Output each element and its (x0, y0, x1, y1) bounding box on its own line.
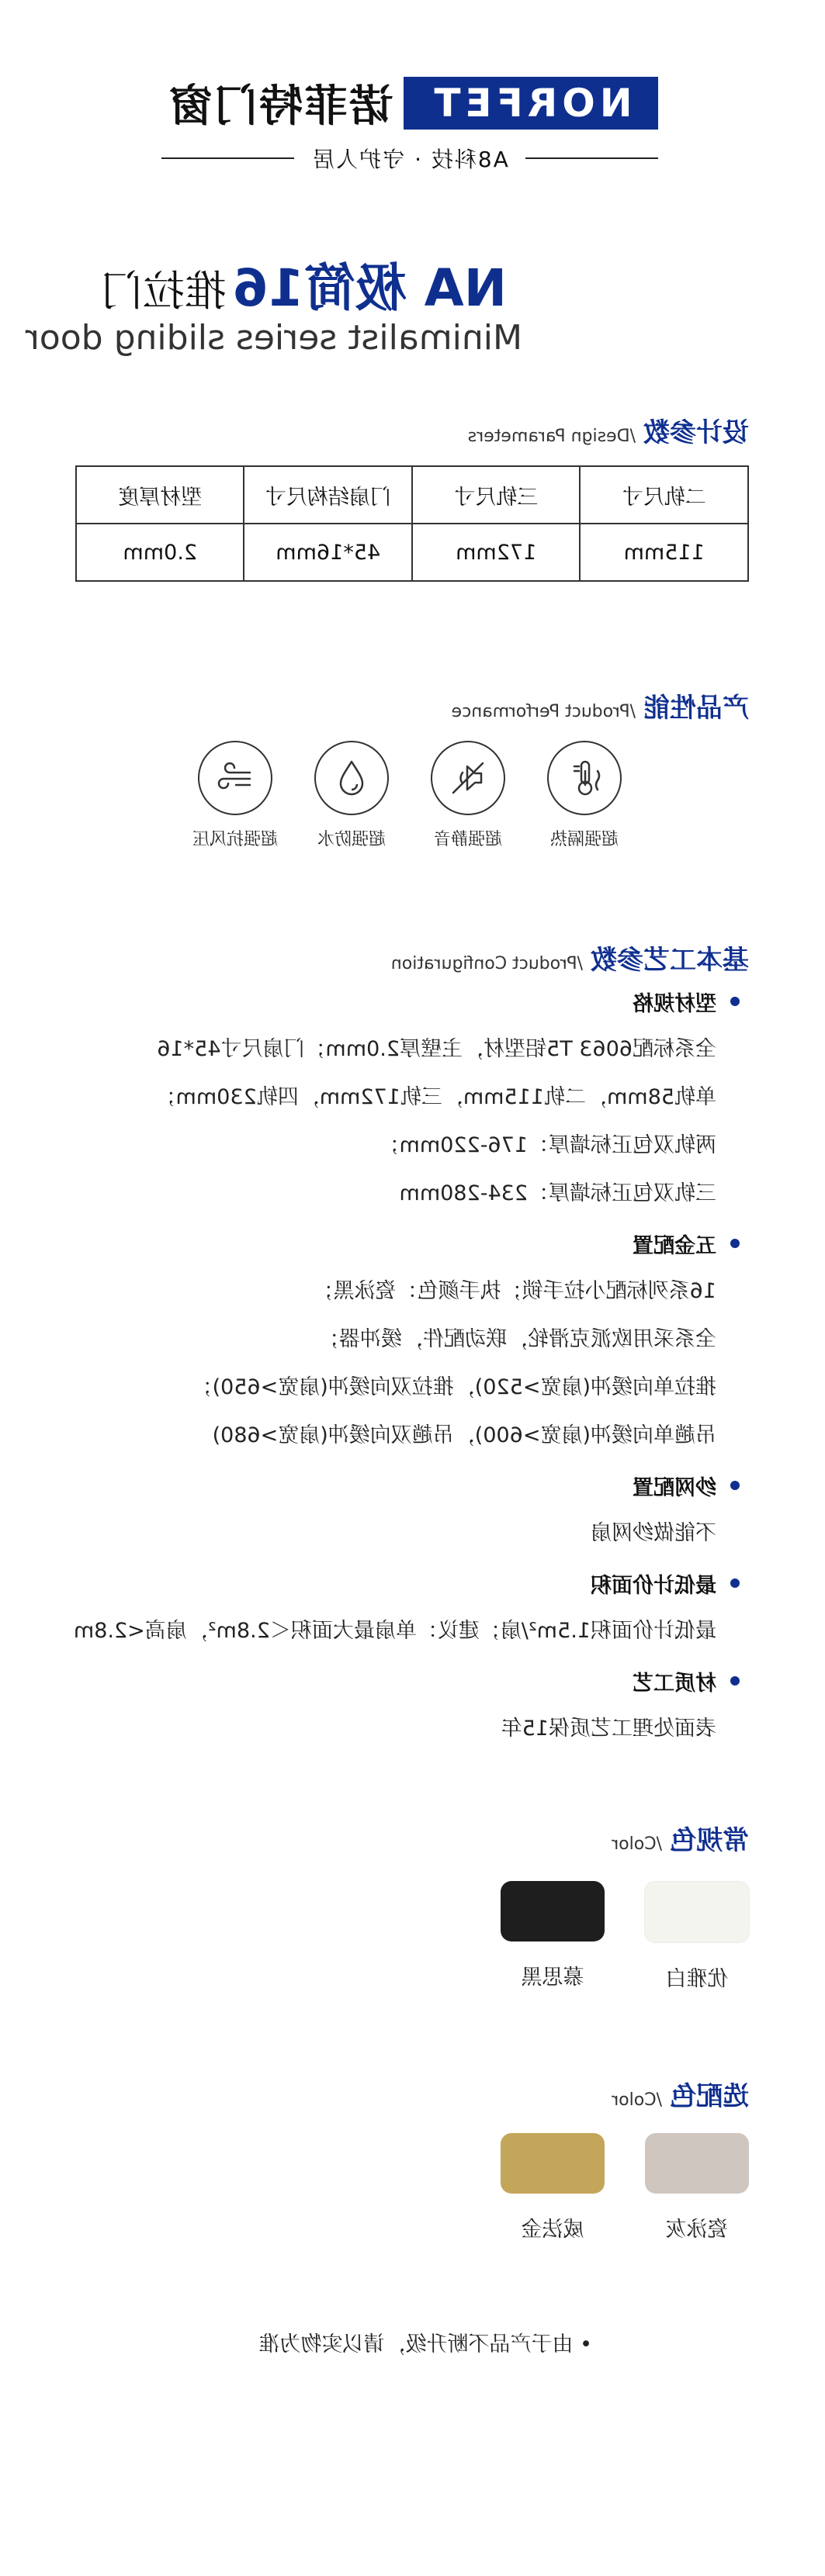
standard-colors-heading (612, 1819, 749, 1857)
optional-color-swatches (460, 2133, 749, 2242)
section-subtitle: /Color (612, 2090, 662, 2110)
color-label: 瓷泳灰 (665, 2218, 729, 2242)
color-label: 慕思黑 (521, 1966, 584, 1990)
table-header-row (76, 466, 748, 524)
section-title: 基本工艺参数 (591, 945, 749, 976)
performance-icons (189, 741, 631, 857)
product-title-suffix: 推拉门 (100, 267, 227, 316)
config-group-title: 最低计价面积 (591, 1573, 716, 1598)
config-group-title: 材质工艺 (633, 1671, 716, 1696)
footnote: • 由于产品不断升级，请以实物为准 (258, 2332, 592, 2356)
slogan: A8科技 · 守护人居 (311, 147, 508, 172)
water-drop-icon (314, 741, 389, 815)
config-line: 不能做纱网扇 (591, 1521, 716, 1545)
config-group (66, 1657, 749, 1753)
config-line: 全系标配6063 T5铝型材，主壁厚2.0mm；门扇尺寸45*16 (157, 1037, 716, 1061)
performance-label: 超强静音 (434, 830, 503, 849)
design-params-table (75, 465, 749, 582)
divider (161, 157, 294, 159)
bullet-dot (730, 1676, 740, 1686)
table-header-cell: 三轨尺寸 (412, 466, 581, 524)
table-cell: 172mm (412, 524, 581, 581)
product-title (101, 247, 507, 320)
performance-label: 超强隔热 (550, 830, 619, 849)
color-option (501, 1881, 605, 1992)
color-label: 威法金 (521, 2218, 584, 2242)
thermometer-icon (547, 741, 622, 815)
configuration-heading (391, 939, 749, 977)
table-header-cell: 门扇结构尺寸 (244, 466, 413, 524)
color-label: 优雅白 (665, 1967, 729, 1991)
color-option (645, 1881, 749, 1992)
bullet-dot (730, 1578, 740, 1588)
brand-logo: NORFET (404, 77, 658, 130)
performance-item (189, 741, 282, 857)
section-subtitle: /Color (612, 1834, 662, 1854)
color-swatch (501, 1881, 605, 1942)
section-subtitle: /Design Parameters (467, 427, 636, 446)
table-header-cell: 二轨尺寸 (581, 466, 749, 524)
performance-heading (452, 686, 749, 724)
table-cell: 45*16mm (244, 524, 413, 581)
color-swatch (501, 2133, 605, 2194)
design-params-heading (468, 411, 749, 449)
optional-colors-heading (612, 2075, 749, 2113)
color-swatch (644, 1881, 750, 1943)
table-header-cell: 型材厚度 (76, 466, 244, 524)
performance-label: 超强防水 (317, 830, 387, 849)
color-option (645, 2133, 749, 2242)
config-line: 表面处理工艺质保15年 (501, 1717, 716, 1741)
section-subtitle: /Product Performance (451, 702, 636, 721)
config-group (66, 1461, 749, 1558)
config-line: 最低计价面积1.5m²/扇；建议：单扇最大面积＜2.8m²，扇高<2.8m (73, 1619, 716, 1643)
performance-label: 超强抗风压 (192, 830, 279, 849)
brand-header (161, 71, 658, 135)
slogan-row (161, 144, 658, 172)
config-group (66, 1219, 749, 1460)
section-title: 选配色 (670, 2081, 749, 2112)
bullet-dot (730, 1481, 740, 1490)
config-line: 单轨58mm，二轨115mm，三轨172mm，四轨230mm； (154, 1085, 716, 1109)
config-group (66, 977, 749, 1218)
config-line: 16系列标配小拉手锁；执手颜色：瓷泳黑； (312, 1279, 716, 1303)
configuration-list (66, 977, 749, 1755)
table-row (76, 524, 748, 581)
color-option (501, 2133, 605, 2242)
config-group (66, 1559, 749, 1655)
config-group-title: 五金配置 (633, 1233, 716, 1258)
brand-name: 诺菲特门窗 (168, 81, 393, 132)
product-title-main: NA 极简16 (232, 258, 507, 318)
product-subtitle: Minimalist series sliding door (25, 318, 522, 358)
wind-icon (198, 741, 272, 815)
performance-item (421, 741, 515, 857)
config-line: 推拉单向缓冲(扇宽>520)，推拉双向缓冲(扇宽>650)； (191, 1375, 716, 1399)
section-title: 产品性能 (643, 693, 749, 724)
performance-item (538, 741, 631, 857)
bullet-dot (730, 1239, 740, 1248)
config-line: 全系采用欧派克滑轮，联动配件，缓冲器； (318, 1327, 716, 1351)
section-title: 常规色 (670, 1825, 749, 1856)
color-swatch (645, 2133, 749, 2194)
config-line: 吊趟单向缓冲(扇宽>600)，吊趟双向缓冲(扇宽>680) (212, 1423, 716, 1447)
config-line: 三轨双包正标墙厚：234-280mm (399, 1181, 716, 1205)
standard-color-swatches (460, 1881, 749, 1992)
table-cell: 115mm (581, 524, 749, 581)
config-group-title: 纱网配置 (633, 1475, 716, 1500)
config-group-title: 型材规格 (633, 991, 716, 1016)
section-subtitle: /Product Configuration (390, 954, 583, 973)
bullet-dot (730, 997, 740, 1006)
config-line: 两轨双包正标墙厚：176-220mm； (378, 1133, 716, 1157)
mute-icon (431, 741, 505, 815)
section-title: 设计参数 (643, 417, 749, 448)
performance-item (305, 741, 398, 857)
table-cell: 2.0mm (76, 524, 244, 581)
divider (525, 157, 658, 159)
